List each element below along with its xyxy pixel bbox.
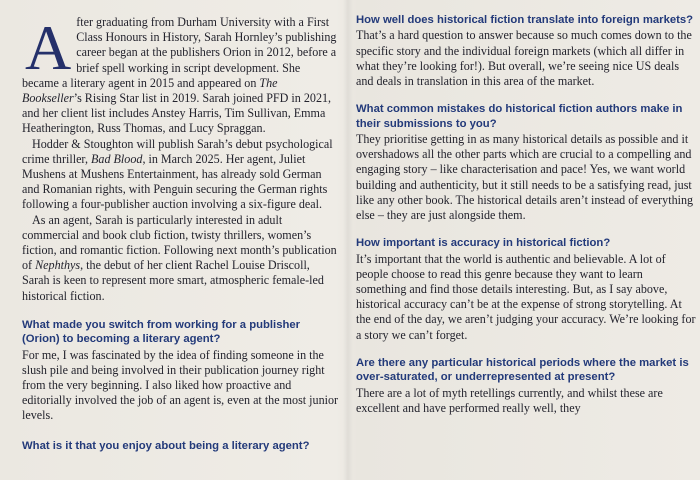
agent-interests-paragraph: [22, 213, 340, 304]
left-column: [22, 0, 340, 453]
text-run: ’s Rising Star list in 2019. Sarah joined PFD in 2021, and her client list includes Anstey Harris, Tim Sullivan, Emma Heatherington, Russ Thomas, and Lucy Spraggan.: [22, 91, 332, 136]
question-historical-periods: Are there any particular historical periods where the market is over-saturated, or underrepresented at present?: [356, 356, 689, 384]
answer-foreign-markets: That’s a hard question to answer because so much comes down to the specific story and the individual foreign markets (which all differ in what they’re looking for!). But overall, we’re seeing nice US deals and deals in translation in this area of the market.: [356, 28, 692, 89]
text-run: , in March 2025. Her agent, Juliet Mushens at Mushens Entertainment, has already sold German and Romanian rights, with Penguin securing the German rights following a four-publisher auction involving a six-figure deal.: [22, 151, 328, 212]
answer-common-mistakes: They prioritise getting in as many historical details as possible and it overshadows all the other parts which are crucial to a compelling and engaging story – like characterisation and pace! Yes, we want world building and authenticity, but it still needs to be a satisfying read, just like any other book. The historical details aren’t instead of everything else – they are just alongside them.: [356, 132, 694, 223]
drop-cap: A: [25, 12, 72, 83]
text-run: As an agent, Sarah is particularly interested in adult commercial and book club fiction, twisty thrillers, women’s fiction, and romantic fiction. Following next month’s publication of: [22, 212, 337, 273]
italic-title: Bad Blood: [91, 151, 143, 166]
answer-historical-periods: There are a lot of myth retellings currently, and whilst these are excellent and have performed really well, they: [356, 385, 663, 415]
text-run: fter graduating from Durham University with a First Class Honours in History, Sarah Hornley’s publishing career began at the publishers Orion in 2012, before a brief spell working in script development. She became a literary agent in 2015 and appeared on: [22, 15, 337, 90]
text-run: , the debut of her client Rachel Louise Driscoll, Sarah is keen to represent more smart, atmospheric female-led historical fiction.: [22, 258, 324, 303]
bad-blood-paragraph: [22, 137, 340, 213]
question-common-mistakes: What common mistakes do historical fiction authors make in their submissions to you?: [356, 103, 683, 130]
right-column: [356, 0, 696, 416]
italic-title: The Bookseller: [22, 75, 278, 106]
italic-title: Nephthys: [35, 258, 81, 273]
text-run: Hodder & Stoughton will publish Sarah’s debut psychological crime thriller,: [22, 136, 333, 166]
answer-switch-to-agent: For me, I was fascinated by the idea of finding someone in the slush pile and being involved in their publication journey right from the very beginning. I also liked how proactive and editorially involved the job of an agent is, even at the most junior levels.: [22, 347, 339, 423]
answer-accuracy: It’s important that the world is authentic and believable. A lot of people choose to read this genre because they want to learn something and find those details interesting. But, as I say above, historical accuracy can’t be at the expense of strong storytelling. At the end of the day, we aren’t judging your accuracy. We’re looking for a story we can’t forget.: [356, 251, 696, 342]
question-foreign-markets: How well does historical fiction translate into foreign markets?: [356, 14, 694, 26]
question-accuracy: How important is accuracy in historical fiction?: [356, 237, 611, 250]
question-switch-to-agent: What made you switch from working for a publisher (Orion) to becoming a literary agent?: [22, 318, 301, 346]
question-enjoy-agent: What is it that you enjoy about being a literary agent?: [22, 439, 310, 452]
page-gutter: [343, 0, 353, 480]
